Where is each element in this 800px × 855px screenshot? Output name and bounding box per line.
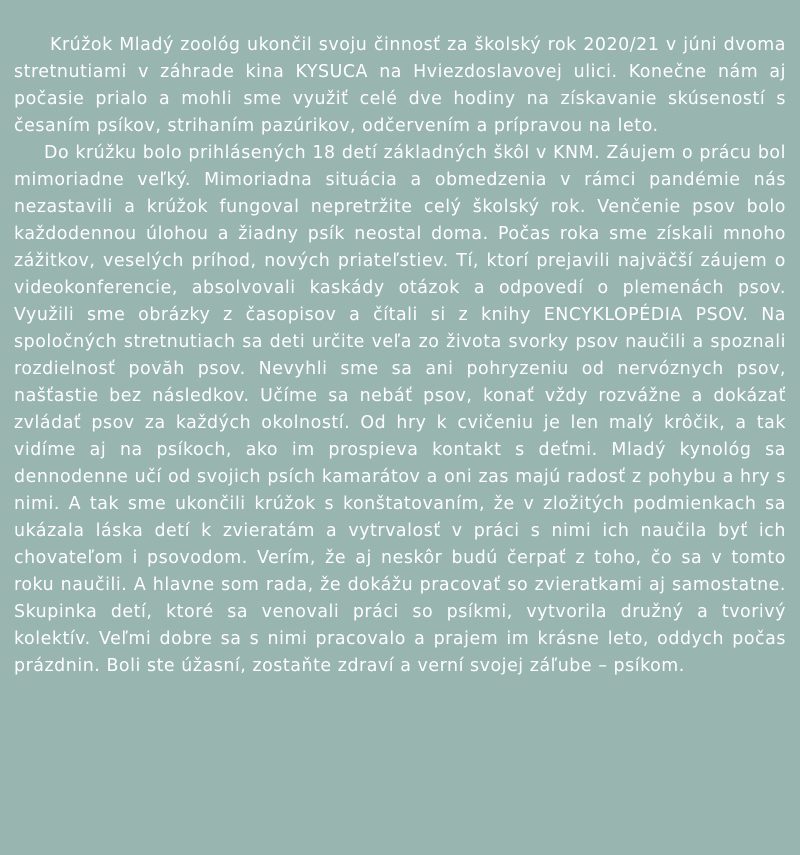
paragraph-intro: Krúžok Mladý zoológ ukončil svoju činnosť za školský rok 2020/21 v júni dvoma stretnutiami v záhrade kina KYSUCA na Hviezdoslavovej ulici. Konečne nám aj počasie prialo a mohli sme využiť celé dve hodiny na získavanie skúseností s česaním psíkov, strihaním pazúrikov, odčervením a prípravou na leto. (14, 35, 786, 136)
paragraph-body: Do krúžku bolo prihlásených 18 detí základných škôl v KNM. Záujem o prácu bol mimoriadne veľký. Mimoriadna situácia a obmedzenia v rámci pandémie nás nezastavili a krúžok fungoval nepretržite celý školský rok. Venčenie psov bolo každodennou úlohou a žiadny psík neostal doma. Počas roka sme získali mnoho zážitkov, veselých príhod, nových priateľstiev. Tí, ktorí prejavili najväčší záujem o videokonferencie, absolvovali kaskády otázok a odpovedí o plemenách psov. Využili sme obrázky z časopisov a čítali si z knihy ENCYKLOPÉDIA PSOV. Na spoločných stretnutiach sa deti určite veľa zo života svorky psov naučili a spoznali rozdielnosť povăh psov. Nevyhli sme sa ani pohryzeniu od nervóznych psov, našťastie bez následkov. Učíme sa nebáť psov, konať vždy rozvážne a dokázať zvládať psov za každých okolností. Od hry k cvičeniu je len malý krôčik, a tak vidíme aj na psíkoch, ako im prospieva kontakt s deťmi. Mladý kynológ sa dennodenne učí od svojich psích kamarátov a oni zas majú radosť z pohybu a hry s nimi. A tak sme ukončili krúžok s konštatovaním, že v zložitých podmienkach sa ukázala láska detí k zvieratám a vytrvalosť v práci s nimi ich naučila byť ich chovateľom i psovodom. Verím, že aj neskôr budú čerpať z toho, čo sa v tomto roku naučili. A hlavne som rada, že dokážu pracovať so zvieratkami aj samostatne. Skupinka detí, ktoré sa venovali práci so psíkmi, vytvorila družný a tvorivý kolektív. Veľmi dobre sa s nimi pracovalo a prajem im krásne leto, oddych počas prázdnin. Boli ste úžasní, zostaňte zdraví a verní svojej záľube – psíkom. (14, 143, 786, 676)
